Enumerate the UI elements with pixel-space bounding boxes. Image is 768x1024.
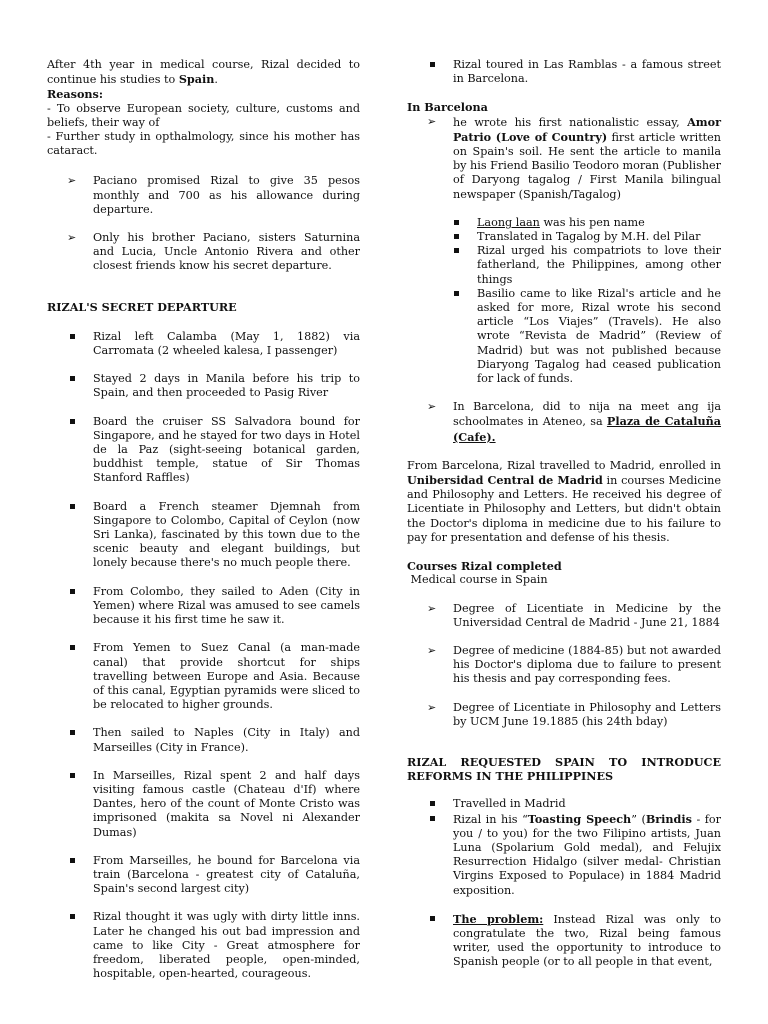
arrow-item: ➢ In Barcelona, did to nija na meet ang ija schoolmates in Ateneo, sa Plaza de Cataluña (Cafe). — [427, 400, 721, 444]
courses-subheading: Medical course in Spain — [407, 573, 548, 587]
right-column — [407, 58, 721, 970]
arrow-icon: ➢ — [427, 601, 437, 615]
list-item: Rizal left Calamba (May 1, 1882) via Carromata (2 wheeled kalesa, I passenger) — [47, 330, 360, 358]
list-item: In Marseilles, Rizal spent 2 and half days visiting famous castle (Chateau d'If) where Dantes, hero of the count of Monte Cristo was imprisoned (makita sa Novel ni Alexander Dumas) — [47, 769, 360, 840]
intro-paragraph: After 4th year in medical course, Rizal decided to continue his studies to Spain. — [47, 58, 360, 87]
arrow-icon: ➢ — [427, 114, 437, 128]
reason-item: - To observe European society, culture, customs and beliefs, their way of — [47, 101, 360, 129]
course-item: ➢ Degree of Licentiate in Medicine by the Universidad Central de Madrid - June 21, 1884 — [427, 601, 721, 629]
list-item: Rizal thought it was ugly with dirty little inns. Later he changed his out bad impression and came to like City - Great atmosphere for freedom, liberated people, open-minded, hospitable, open-hearted, courageous. — [47, 910, 360, 981]
left-column — [47, 58, 360, 981]
arrow-icon: ➢ — [427, 700, 437, 714]
arrow-icon: ➢ — [67, 231, 77, 245]
madrid-paragraph: From Barcelona, Rizal travelled to Madrid, enrolled in Unibersidad Central de Madrid in courses Medicine and Philosophy and Letters. He received his degree of Licentiate in Philosophy and Letters, but didn't obtain the Doctor's diploma in medicine due to his failure to pay for presentation and defense of his thesis. — [407, 458, 721, 544]
list-item: Rizal in his “Toasting Speech” (Brindis - for you / to you) for the two Filipino artists, Juan Luna (Spolarium Gold medal), and Felujix Resurrection Hidalgo (silver medal- Christian Virgins Exposed to Populace) in 1884 Madrid exposition. — [407, 812, 721, 898]
list-item: Then sailed to Naples (City in Italy) and Marseilles (City in France). — [47, 726, 360, 754]
top-list — [407, 58, 721, 86]
section-title: RIZAL'S SECRET DEPARTURE — [47, 299, 237, 314]
reforms-title: RIZAL REQUESTED SPAIN TO INTRODUCE REFORMS IN THE PHILIPPINES — [407, 754, 721, 784]
course-item: ➢ Degree of medicine (1884-85) but not awarded his Doctor's diploma due to failure to present his thesis and pay corresponding fees. — [427, 643, 721, 686]
barcelona-heading: In Barcelona — [407, 100, 488, 115]
list-item: From Marseilles, he bound for Barcelona via train (Barcelona - greatest city of Cataluña, Spain's second largest city) — [47, 854, 360, 897]
arrow-icon: ➢ — [427, 400, 437, 414]
arrow-item: ➢ he wrote his first nationalistic essay, Amor Patrio (Love of Country) first article written on Spain's soil. He sent the article to manila by his Friend Basilio Teodoro moran (Publisher of Daryong tagalog / First Manila bilingual newspaper (Spanish/Tagalog) — [427, 114, 722, 201]
list-item: From Colombo, they sailed to Aden (City in Yemen) where Rizal was amused to see camels because it his first time he saw it. — [47, 585, 360, 628]
list-item: Translated in Tagalog by M.H. del Pilar — [407, 230, 721, 244]
list-item: From Yemen to Suez Canal (a man-made canal) that provide shortcut for ships travelling between Europe and Asia. Because of this canal, Egyptian pyramids were sliced to be relocated to higher grounds. — [47, 641, 360, 712]
list-item: Board the cruiser SS Salvadora bound for Singapore, and he stayed for two days in Hotel de la Paz (sight-seeing botanical garden, buddhist temple, statue of Sir Thomas Stanford Raffles) — [47, 415, 360, 486]
arrow-item: ➢ Only his brother Paciano, sisters Saturnina and Lucia, Uncle Antonio Rivera and other closest friends know his secret departure. — [67, 231, 360, 273]
list-item: Travelled in Madrid — [407, 797, 721, 811]
arrow-icon: ➢ — [427, 643, 437, 657]
list-item: Stayed 2 days in Manila before his trip to Spain, and then proceeded to Pasig River — [47, 372, 360, 400]
list-item: Board a French steamer Djemnah from Singapore to Colombo, Capital of Ceylon (now Sri Lanka), fascinated by this town due to the scenic beauty and elegant buildings, but lonely because there's no much people there. — [47, 500, 360, 571]
reasons-label: Reasons: — [47, 87, 103, 102]
reforms-list — [407, 797, 721, 969]
course-item: ➢ Degree of Licentiate in Philosophy and Letters by UCM June 19.1885 (his 24th bday) — [427, 700, 721, 728]
essay-sublist — [407, 216, 721, 386]
arrow-item: ➢ Paciano promised Rizal to give 35 pesos monthly and 700 as his allowance during departure. — [67, 174, 360, 216]
departure-list — [47, 330, 360, 982]
courses-heading: Courses Rizal completed — [407, 559, 562, 574]
list-item: Laong laan was his pen name — [407, 216, 721, 230]
list-item: Rizal toured in Las Ramblas - a famous street in Barcelona. — [407, 58, 721, 86]
arrow-icon: ➢ — [67, 174, 77, 188]
reason-item: - Further study in opthalmology, since his mother has cataract. — [47, 130, 360, 158]
list-item: The problem: Instead Rizal was only to congratulate the two, Rizal being famous writer, used the opportunity to introduce to Spanish people (or to all people in that event, — [407, 912, 721, 970]
list-item: Basilio came to like Rizal's article and he asked for more, Rizal wrote his second article “Los Viajes” (Travels). He also wrote “Revista de Madrid” (Review of Madrid) but was not published because Diaryong Tagalog had ceased publication for lack of funds. — [407, 287, 721, 386]
list-item: Rizal urged his compatriots to love their fatherland, the Philippines, among other things — [407, 244, 721, 287]
